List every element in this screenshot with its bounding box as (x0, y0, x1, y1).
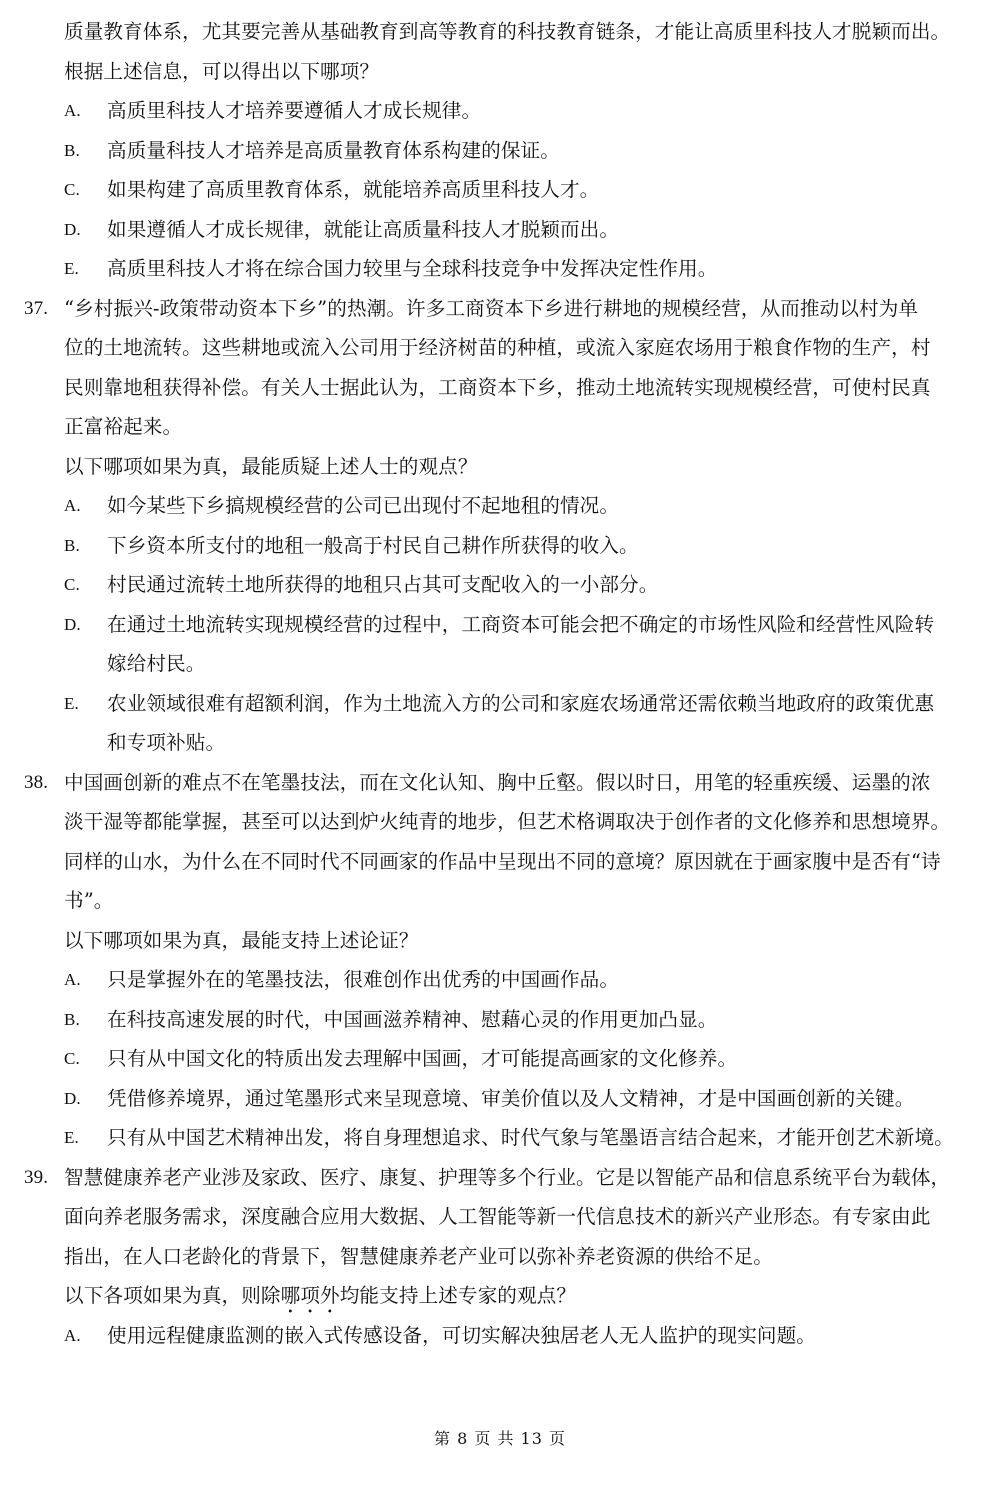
option-c (0, 565, 1000, 605)
option-e (0, 1118, 1000, 1158)
question-prompt (0, 1276, 1000, 1316)
stem-text: 中国画创新的难点不在笔墨技法，而在文化认知、胸中丘壑。假以时日，用笔的轻重疾缓、运墨的浓 (64, 770, 931, 794)
option-text: 在通过土地流转实现规模经营的过程中，工商资本可能会把不确定的市场性风险和经营性风险转 (107, 612, 935, 636)
stem-text: “乡村振兴-政策带动资本下乡”的热潮。许多工商资本下乡进行耕地的规模经营，从而推动以村为单 (64, 296, 919, 320)
option-text: 如果构建了高质里教育体系，就能培养高质里科技人才。 (107, 178, 600, 201)
option-text: 高质里科技人才培养要遵循人才成长规律。 (107, 99, 482, 122)
option-text: 只有从中国艺术精神出发，将自身理想追求、时代气象与笔墨语言结合起来，才能开创艺术新境。 (107, 1126, 954, 1149)
option-b (0, 131, 1000, 171)
stem-line: 淡干湿等都能掌握，甚至可以达到炉火纯青的地步，但艺术格调取决于创作者的文化修养和思想境界。 (64, 810, 951, 833)
option-e (0, 249, 1000, 289)
option-key: D. (64, 219, 81, 239)
stem-line: 面向养老服务需求，深度融合应用大数据、人工智能等新一代信息技术的新兴产业形态。有专家由此 (64, 1205, 931, 1228)
option-c (0, 170, 1000, 210)
option-key: E. (64, 1128, 79, 1147)
option-d (0, 210, 1000, 250)
question-37 (0, 289, 1000, 763)
option-b (0, 526, 1000, 566)
option-text: 农业领域很难有超额利润，作为土地流入方的公司和家庭农场通常还需依赖当地政府的政策优惠 (107, 691, 935, 715)
option-a (0, 486, 1000, 526)
option-key: D. (64, 614, 81, 634)
stem-line: 位的土地流转。这些耕地或流入公司用于经济树苗的种植，或流入家庭农场用于粮食作物的生产，村 (64, 336, 931, 359)
option-text: 使用远程健康监测的嵌入式传感设备，可切实解决独居老人无人监护的现实问题。 (107, 1323, 816, 1347)
option-d (0, 605, 1000, 645)
question-number: 38. (24, 771, 49, 793)
option-key: D. (64, 1088, 81, 1108)
option-text: 如今某些下乡搞规模经营的公司已出现付不起地租的情况。 (107, 494, 620, 517)
option-a (0, 1316, 1000, 1356)
question-prompt: 根据上述信息，可以得出以下哪项？ (64, 59, 380, 83)
option-key: C. (64, 1049, 80, 1068)
option-text-continued: 和专项补贴。 (107, 731, 226, 754)
prompt-emphasis: 哪项外 (280, 1284, 340, 1307)
prompt-before: 以下各项如果为真，则除 (64, 1284, 281, 1307)
option-key: A. (64, 101, 81, 120)
page-footer: 第 8 页 共 13 页 (434, 1429, 566, 1448)
question-38 (0, 763, 1000, 1158)
question-36-tail (0, 12, 1000, 289)
question-prompt: 以下哪项如果为真，最能支持上述论证？ (64, 928, 419, 952)
stem-line (0, 289, 1000, 329)
option-key: B. (64, 140, 80, 160)
question-number: 39. (24, 1166, 49, 1188)
option-text: 在科技高速发展的时代，中国画滋养精神、慰藉心灵的作用更加凸显。 (107, 1007, 718, 1031)
question-prompt: 以下哪项如果为真，最能质疑上述人士的观点？ (64, 454, 478, 478)
option-c (0, 1039, 1000, 1079)
exam-page (0, 12, 1000, 1355)
question-39 (0, 1158, 1000, 1356)
option-text-continued: 嫁给村民。 (107, 652, 206, 675)
stem-line: 同样的山水，为什么在不同时代不同画家的作品中呈现出不同的意境？原因就在于画家腹中是否有“诗 (64, 849, 941, 873)
option-text: 高质量科技人才培养是高质量教育体系构建的保证。 (107, 138, 560, 162)
option-key: B. (64, 1009, 80, 1029)
stem-line: 书”。 (64, 889, 114, 912)
option-text: 凭借修养境界，通过笔墨形式来呈现意境、审美价值以及人文精神，才是中国画创新的关键。 (107, 1086, 915, 1110)
option-key: E. (64, 693, 79, 713)
option-key: C. (64, 575, 80, 594)
option-text: 村民通过流转土地所获得的地租只占其可支配收入的一小部分。 (107, 573, 659, 596)
question-number: 37. (24, 297, 49, 319)
stem-line (0, 763, 1000, 803)
prompt-after: 均能支持上述专家的观点？ (339, 1284, 577, 1307)
option-b (0, 1000, 1000, 1040)
stem-text: 智慧健康养老产业涉及家政、医疗、康复、护理等多个行业。它是以智能产品和信息系统平台为载体， (64, 1165, 951, 1189)
option-key: A. (64, 496, 81, 515)
stem-line: 质量教育体系，尤其要完善从基础教育到高等教育的科技教育链条，才能让高质里科技人才脱颖而出。 (64, 20, 951, 43)
option-text: 高质里科技人才将在综合国力较里与全球科技竞争中发挥决定性作用。 (107, 257, 718, 280)
option-key: C. (64, 180, 80, 199)
option-text: 只有从中国文化的特质出发去理解中国画，才可能提高画家的文化修养。 (107, 1047, 738, 1070)
option-text: 只是掌握外在的笔墨技法，很难创作出优秀的中国画作品。 (107, 968, 620, 991)
option-text: 下乡资本所支付的地租一般高于村民自己耕作所获得的收入。 (107, 533, 639, 557)
option-a (0, 960, 1000, 1000)
option-key: E. (64, 259, 79, 278)
stem-line (0, 1158, 1000, 1198)
stem-line: 正富裕起来。 (64, 415, 183, 438)
option-text: 如果遵循人才成长规律，就能让高质量科技人才脱颖而出。 (107, 217, 620, 241)
option-d (0, 1079, 1000, 1119)
option-a (0, 91, 1000, 131)
option-key: A. (64, 970, 81, 989)
stem-line: 指出，在人口老龄化的背景下，智慧健康养老产业可以弥补养老资源的供给不足。 (64, 1244, 773, 1268)
option-key: A. (64, 1325, 81, 1345)
option-key: B. (64, 535, 80, 555)
stem-line: 民则靠地租获得补偿。有关人士据此认为，工商资本下乡，推动土地流转实现规模经营，可使村民真 (64, 375, 931, 399)
option-e (0, 684, 1000, 724)
